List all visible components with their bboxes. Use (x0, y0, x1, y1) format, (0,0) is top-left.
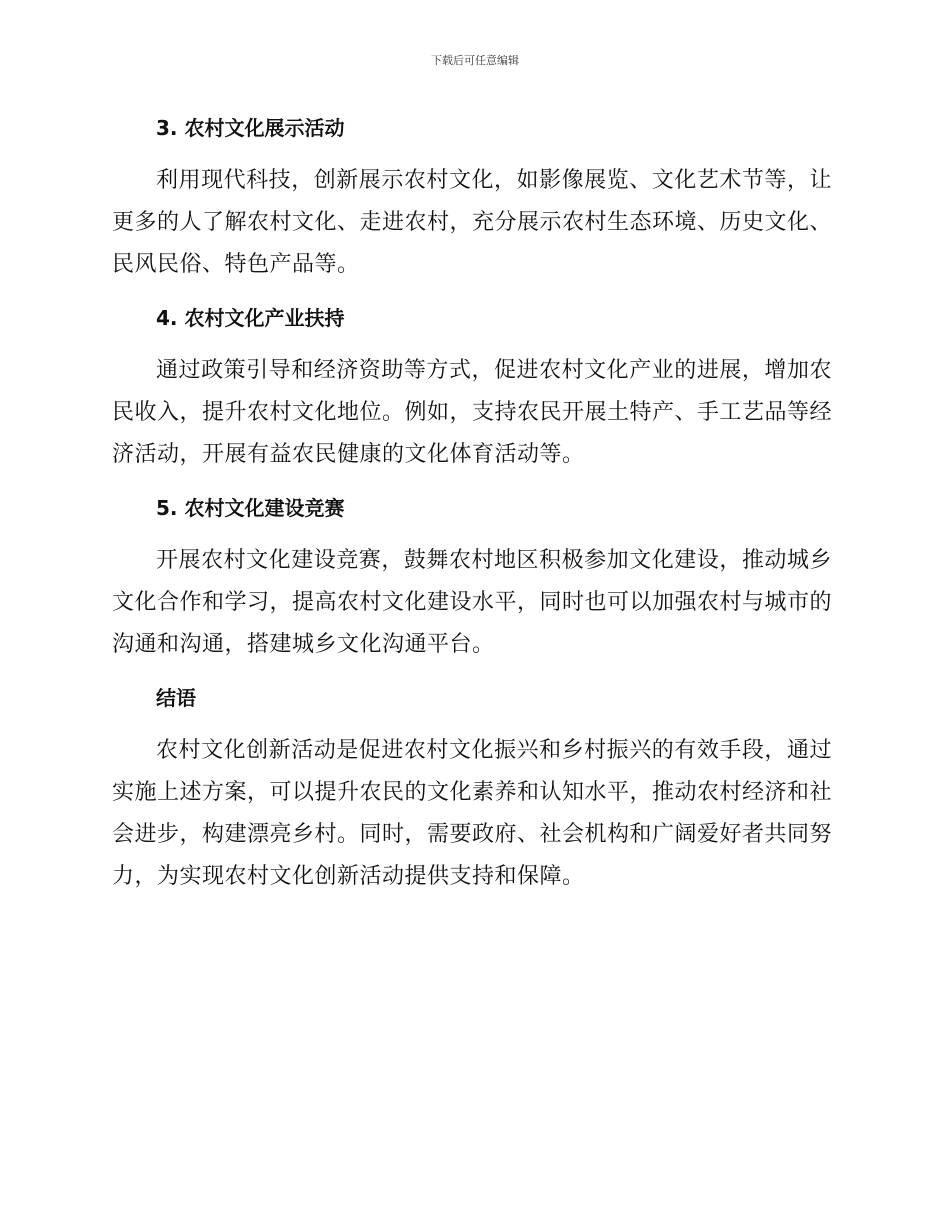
document-content (112, 108, 832, 910)
section-heading: 5. 农村文化建设竞赛 (156, 496, 345, 520)
section-conclusion (112, 678, 832, 898)
section-paragraph: 农村文化创新活动是促进农村文化振兴和乡村振兴的有效手段，通过实施上述方案，可以提升农民的文化素养和认知水平，推动农村经济和社会进步，构建漂亮乡村。同时，需要政府、社会机构和广阔爱好者共同努力，为实现农村文化创新活动提供支持和保障。 (112, 738, 833, 889)
section-paragraph: 通过政策引导和经济资助等方式，促进农村文化产业的进展，增加农民收入，提升农村文化地位。例如，支持农民开展土特产、手工艺品等经济活动，开展有益农民健康的文化体育活动等。 (112, 358, 833, 467)
section-industry-support (112, 298, 832, 476)
section-paragraph: 开展农村文化建设竞赛，鼓舞农村地区积极参加文化建设，推动城乡文化合作和学习，提高农村文化建设水平，同时也可以加强农村与城市的沟通和沟通，搭建城乡文化沟通平台。 (112, 548, 833, 657)
section-cultural-exhibition (112, 108, 832, 286)
section-construction-competition (112, 488, 832, 666)
section-heading: 3. 农村文化展示活动 (156, 116, 345, 140)
section-heading: 结语 (156, 686, 196, 710)
section-paragraph: 利用现代科技，创新展示农村文化，如影像展览、文化艺术节等，让更多的人了解农村文化、走进农村，充分展示农村生态环境、历史文化、民风民俗、特色产品等。 (112, 168, 833, 277)
section-heading: 4. 农村文化产业扶持 (156, 306, 345, 330)
header-note: 下载后可任意编辑 (431, 54, 519, 67)
